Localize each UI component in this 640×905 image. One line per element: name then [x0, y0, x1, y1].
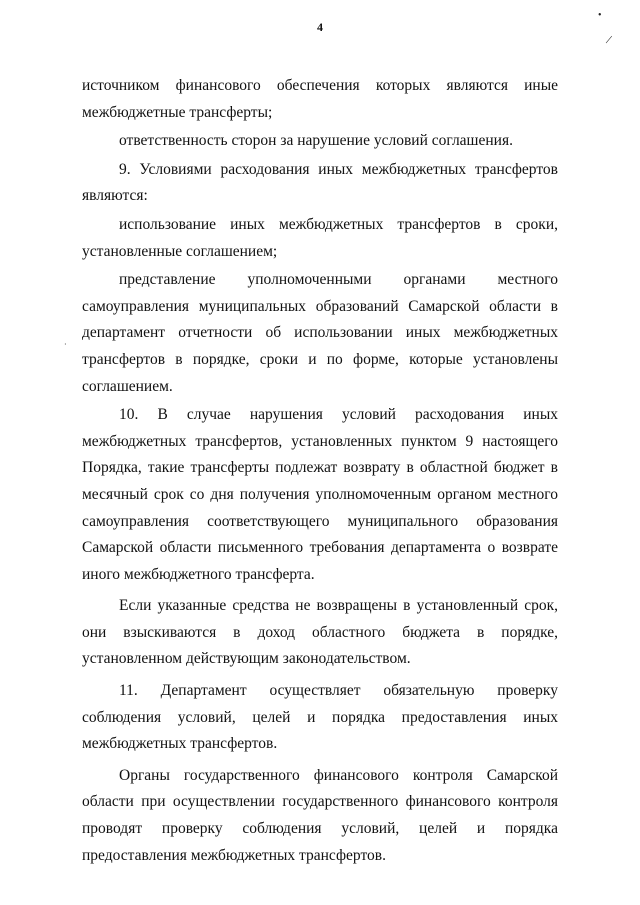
paragraph-continuation: источником финансового обеспечения которых являются иные межбюджетные трансферты; — [82, 77, 558, 121]
scan-speck: • — [598, 10, 602, 21]
paragraph-item-11: 11. Департамент осуществляет обязательную проверку соблюдения условий, целей и порядка предоставления иных межбюджетных трансфертов. — [82, 682, 558, 753]
paragraph-reporting: представление уполномоченными органами местного самоуправления муниципальных образований Самарской области в департамент отчетности об использовании иных межбюджетных трансфертов в порядке, сроки и по форме, которые установлены соглашением. — [82, 271, 558, 395]
paragraph-usage-terms: использование иных межбюджетных трансфертов в сроки, установленные соглашением; — [82, 215, 558, 260]
paragraph-item-10: 10. В случае нарушения условий расходования иных межбюджетных трансфертов, установленных пунктом 9 настоящего Порядка, такие трансферты подлежат возврату в областной бюджет в месячный срок со дня получения уполномоченным органом местного самоуправления соответствующего муниципального образования Самарской области письменного требования департамента о возврате иного межбюджетного трансферта. — [82, 406, 558, 583]
scan-speck-left: · — [64, 340, 67, 349]
paragraph-responsibility: ответственность сторон за нарушение условий соглашения. — [119, 132, 513, 150]
paragraph-item-9: 9. Условиями расходования иных межбюджетных трансфертов являются: — [82, 160, 558, 205]
document-body — [82, 73, 558, 869]
paragraph-control-bodies: Органы государственного финансового контроля Самарской области при осуществлении государственного финансового контроля проводят проверку соблюдения условий, целей и порядка предоставления межбюджетных трансфертов. — [82, 766, 558, 864]
scan-mark: | — [604, 34, 614, 45]
page-number: 4 — [317, 20, 323, 34]
paragraph-recovery: Если указанные средства не возвращены в установленный срок, они взыскиваются в доход областного бюджета в порядке, установленном действующим законодательством. — [82, 597, 558, 668]
